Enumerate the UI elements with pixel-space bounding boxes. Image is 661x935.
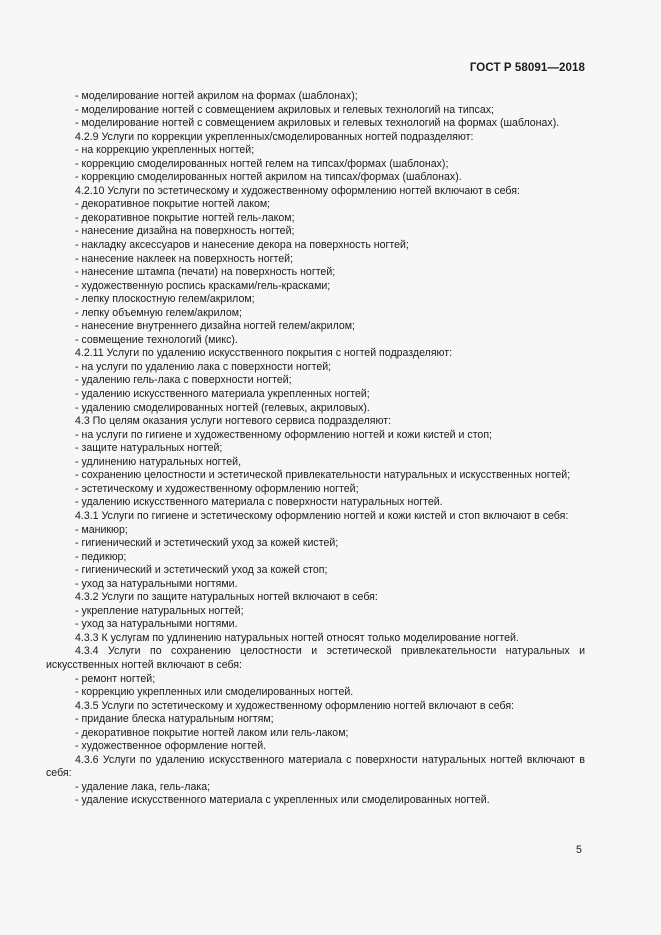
paragraph: - художественную роспись красками/гель-красками; <box>75 279 331 292</box>
paragraph: - нанесение штампа (печати) на поверхность ногтей; <box>75 266 336 279</box>
paragraph: - удлинению натуральных ногтей, <box>75 455 242 468</box>
paragraph: - декоративное покрытие ногтей лаком; <box>75 198 271 211</box>
paragraph: - моделирование ногтей акрилом на формах (шаблонах); <box>75 90 358 102</box>
paragraph: - уход за натуральными ногтями. <box>75 577 238 590</box>
paragraph: - лепку плоскостную гелем/акрилом; <box>75 293 255 306</box>
paragraph: - ремонт ногтей; <box>75 672 156 685</box>
paragraph: - удалению гель-лака с поверхности ногтей; <box>75 374 292 387</box>
paragraph: - коррекцию смоделированных ногтей акрилом на типсах/формах (шаблонах). <box>75 171 462 184</box>
document-code-header: ГОСТ Р 58091—2018 <box>469 62 585 74</box>
paragraph: - маникюр; <box>75 523 128 536</box>
paragraph: - уход за натуральными ногтями. <box>75 618 238 631</box>
paragraph: - декоративное покрытие ногтей лаком или гель-лаком; <box>75 726 349 739</box>
paragraph: - накладку аксессуаров и нанесение декора на поверхность ногтей; <box>75 239 409 252</box>
paragraph: - художественное оформление ногтей. <box>75 740 267 753</box>
paragraph: - удаление искусственного материала с укрепленных или смоделированных ногтей. <box>75 794 490 807</box>
paragraph: - нанесение дизайна на поверхность ногтей; <box>75 225 295 238</box>
paragraph: - совмещение технологий (микс). <box>75 333 238 346</box>
paragraph: - защите натуральных ногтей; <box>75 442 223 455</box>
page-number: 5 <box>576 844 582 856</box>
paragraph: - коррекцию укрепленных или смоделированных ногтей. <box>75 686 354 699</box>
section-heading-4-2-10: 4.2.10 Услуги по эстетическому и художественному оформлению ногтей включают в себя: <box>75 184 520 197</box>
paragraph: - педикюр; <box>75 550 127 563</box>
paragraph: - укрепление натуральных ногтей; <box>75 604 244 617</box>
document-body <box>46 90 585 808</box>
paragraph: - нанесение наклеек на поверхность ногтей; <box>75 252 294 265</box>
paragraph: - на коррекцию укрепленных ногтей; <box>75 144 255 157</box>
section-heading-4-3-2: 4.3.2 Услуги по защите натуральных ногтей включают в себя: <box>75 591 378 604</box>
paragraph: - удалению смоделированных ногтей (гелевых, акриловых). <box>75 401 370 414</box>
paragraph: - нанесение внутреннего дизайна ногтей гелем/акрилом; <box>75 320 355 333</box>
section-heading-4-3-4: 4.3.4 Услуги по сохранению целостности и эстетической привлекательности натуральных и искусственных ногтей включают в себя: <box>46 645 585 671</box>
paragraph: - удалению искусственного материала укрепленных ногтей; <box>75 388 370 401</box>
paragraph: - моделирование ногтей с совмещением акриловых и гелевых технологий на типсах; <box>75 103 494 116</box>
section-heading-4-3: 4.3 По целям оказания услуги ногтевого сервиса подразделяют: <box>75 415 392 428</box>
paragraph: - придание блеска натуральным ногтям; <box>75 713 274 726</box>
paragraph: - на услуги по гигиене и художественному оформлению ногтей и кожи кистей и стоп; <box>75 428 492 441</box>
section-heading-4-3-3: 4.3.3 К услугам по удлинению натуральных ногтей относят только моделирование ногтей. <box>75 631 519 644</box>
paragraph: - на услуги по удалению лака с поверхности ногтей; <box>75 360 332 373</box>
paragraph: - сохранению целостности и эстетической привлекательности натуральных и искусственных ногтей; <box>75 469 571 482</box>
paragraph: - декоративное покрытие ногтей гель-лаком; <box>75 211 295 224</box>
section-heading-4-3-5: 4.3.5 Услуги по эстетическому и художественному оформлению ногтей включают в себя: <box>75 699 515 712</box>
paragraph: - гигиенический и эстетический уход за кожей кистей; <box>75 537 339 550</box>
section-heading-4-3-1: 4.3.1 Услуги по гигиене и эстетическому оформлению ногтей и кожи кистей и стоп включают в себя: <box>75 509 569 522</box>
paragraph: - эстетическому и художественному оформлению ногтей; <box>75 482 359 495</box>
paragraph: - удалению искусственного материала с поверхности натуральных ногтей. <box>75 496 443 509</box>
paragraph: - коррекцию смоделированных ногтей гелем на типсах/формах (шаблонах); <box>75 157 449 170</box>
paragraph: - моделирование ногтей с совмещением акриловых и гелевых технологий на формах (шаблонах). <box>75 117 560 130</box>
paragraph: - гигиенический и эстетический уход за кожей стоп; <box>75 564 328 577</box>
section-heading-4-3-6: 4.3.6 Услуги по удалению искусственного материала с поверхности натуральных ногтей включают в себя: <box>46 753 585 780</box>
paragraph: - лепку объемную гелем/акрилом; <box>75 306 242 319</box>
paragraph: - удаление лака, гель-лака; <box>75 780 211 793</box>
section-heading-4-2-9: 4.2.9 Услуги по коррекции укрепленных/смоделированных ногтей подразделяют: <box>75 130 474 143</box>
section-heading-4-2-11: 4.2.11 Услуги по удалению искусственного покрытия с ногтей подразделяют: <box>75 347 453 360</box>
